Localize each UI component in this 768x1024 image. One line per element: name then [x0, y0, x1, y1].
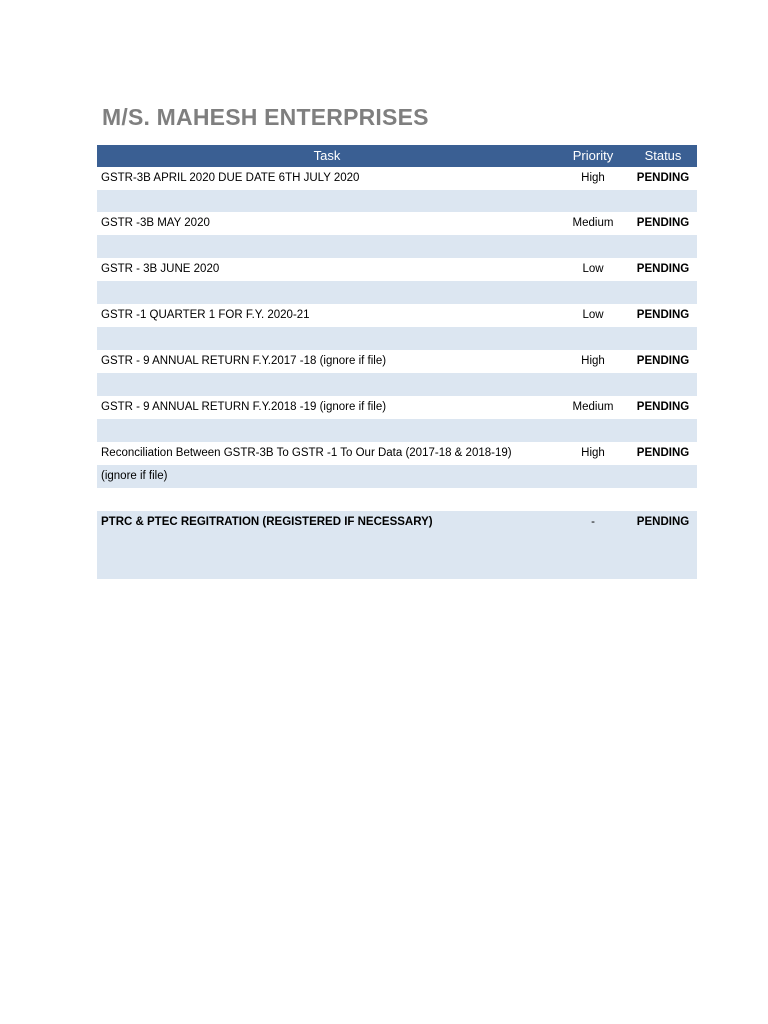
status-cell: PENDING [636, 516, 690, 528]
task-cell: GSTR - 3B JUNE 2020 [101, 263, 220, 275]
priority-cell: High [581, 447, 605, 459]
table-row [97, 396, 697, 419]
status-cell: PENDING [636, 309, 690, 321]
priority-cell: Low [582, 309, 604, 321]
spacer-row [97, 235, 697, 258]
table-row [97, 212, 697, 235]
table-header [97, 145, 697, 167]
task-cell: GSTR - 9 ANNUAL RETURN F.Y.2018 -19 (ignore if file) [101, 401, 387, 413]
priority-cell: - [591, 516, 595, 528]
task-table [97, 145, 697, 579]
table-row-continuation [97, 465, 697, 488]
priority-cell: Low [582, 263, 604, 275]
spacer-row [97, 419, 697, 442]
status-cell: PENDING [636, 355, 690, 367]
task-cell: GSTR -3B MAY 2020 [101, 217, 210, 229]
status-cell: PENDING [636, 447, 690, 459]
table-row [97, 167, 697, 190]
table-row [97, 442, 697, 465]
spacer-row [97, 488, 697, 511]
task-cell: PTRC & PTEC REGITRATION (REGISTERED IF NECESSARY) [101, 516, 433, 528]
header-task: Task [313, 148, 341, 163]
task-cell: GSTR - 9 ANNUAL RETURN F.Y.2017 -18 (ignore if file) [101, 355, 387, 367]
priority-cell: Medium [572, 217, 614, 229]
spacer-row [97, 373, 697, 396]
priority-cell: High [581, 355, 605, 367]
table-row [97, 258, 697, 281]
table-row [97, 511, 697, 579]
table-row [97, 350, 697, 373]
status-cell: PENDING [636, 401, 690, 413]
spacer-row [97, 281, 697, 304]
header-status: Status [644, 148, 682, 163]
priority-cell: High [581, 172, 605, 184]
task-cell-continuation: (ignore if file) [101, 470, 168, 482]
task-cell: GSTR-3B APRIL 2020 DUE DATE 6TH JULY 2020 [101, 172, 360, 184]
header-priority: Priority [572, 148, 614, 163]
status-cell: PENDING [636, 217, 690, 229]
status-cell: PENDING [636, 172, 690, 184]
task-cell: GSTR -1 QUARTER 1 FOR F.Y. 2020-21 [101, 309, 310, 321]
status-cell: PENDING [636, 263, 690, 275]
spacer-row [97, 190, 697, 212]
table-row [97, 304, 697, 327]
page-title: M/S. MAHESH ENTERPRISES [102, 104, 429, 130]
priority-cell: Medium [572, 401, 614, 413]
spacer-row [97, 327, 697, 350]
task-cell: Reconciliation Between GSTR-3B To GSTR -1 To Our Data (2017-18 & 2018-19) [101, 447, 512, 459]
